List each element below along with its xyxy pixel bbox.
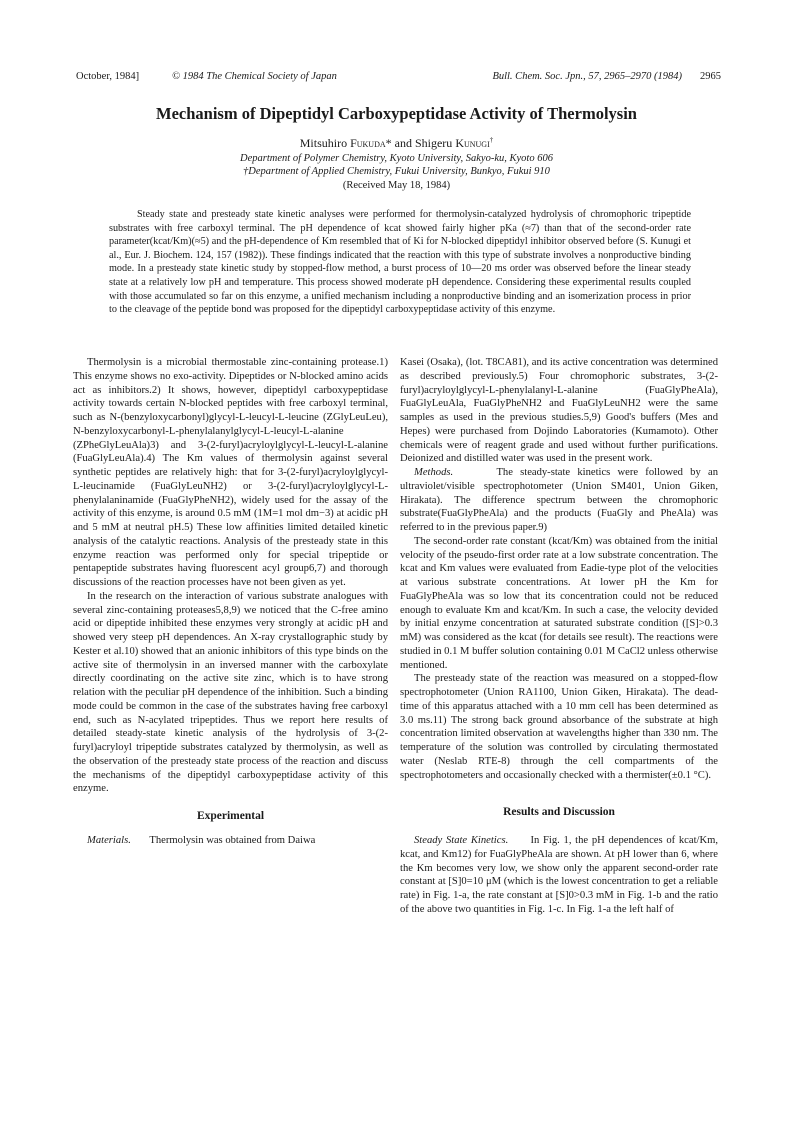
author-line <box>60 136 733 151</box>
page-number: 2965 <box>700 71 721 82</box>
header-issue-date: October, 1984] <box>76 71 140 82</box>
header-journal-ref: Bull. Chem. Soc. Jpn., 57, 2965–2970 (1984) <box>492 71 682 82</box>
header-copyright: © 1984 The Chemical Society of Japan <box>172 71 337 82</box>
author2-given: Shigeru <box>414 136 453 150</box>
left-column <box>73 356 388 848</box>
author-conjunction: and <box>394 136 412 150</box>
materials-continued: Kasei (Osaka), (lot. T8CA81), and its active concentration was determined as described previously.5) Four chromophoric substrates, 3-(2-furyl)acryloylglycyl-L-phenylalanyl-L-alanine (FuaGlyPheAla), FuaGlyLeuAla, FuaGlyPheNH2 and FuaGlyLeuNH2 were the same samples as used in the previous studies.5,9) Good's buffers (Mes and Hepes) were purchased from Dojindo Laboratories (Kumamoto). Other chemicals were of reagent grade and used without further purifications. Deionized and distilled water was used in the present work. <box>400 357 718 465</box>
author2-mark: † <box>489 136 494 144</box>
methods-paragraph <box>400 466 718 535</box>
header-citation <box>492 71 721 82</box>
section-heading-experimental: Experimental <box>196 810 265 822</box>
methods-label: Methods. <box>414 467 454 478</box>
author1-given: Mitsuhiro <box>299 136 348 150</box>
running-header <box>76 71 721 87</box>
affiliation-2: †Department of Applied Chemistry, Fukui University, Bunkyo, Fukui 910 <box>243 166 550 177</box>
author1-mark: * <box>385 136 392 150</box>
methods-paragraph-2: The second-order rate constant (kcat/Km) was obtained from the initial velocity of the pseudo-first order rate at a low substrate concentration. The kcat and Km values were evaluated from Eadie-type plot of the velocities at various substrate concentrations. At lower pH the Km for FuaGlyPheAla was so low that its concentration could not be reduced enough to evaluate Km and kcat/Km. In such a case, the velocity devided by initial enzyme concentration at saturated substrate condition ([S]>0.3 mM) was considered as the kcat (for details see result). The reactions were studied in 0.1 M buffer solution containing 0.01 M CaCl2 unless otherwise mentioned. <box>400 535 718 671</box>
materials-paragraph <box>73 834 388 848</box>
affiliation-1: Department of Polymer Chemistry, Kyoto University, Sakyo-ku, Kyoto 606 <box>240 153 553 164</box>
steady-state-label: Steady State Kinetics. <box>414 835 509 846</box>
materials-text: Thermolysin was obtained from Daiwa <box>149 834 316 846</box>
author2-family: Kunugi <box>455 136 490 150</box>
methods-text: The steady-state kinetics were followed by an ultraviolet/visible spectrophotometer (Union SM401, Union Giken, Hirakata). The difference spectrum between the chromophoric substrate(FuaGlyPheAla) and the products (FuaGly and PheAla) was referred to in the previous paper.9) <box>400 467 718 533</box>
materials-label: Materials. <box>87 834 131 846</box>
received-date: (Received May 18, 1984) <box>342 180 451 191</box>
intro-paragraph-2: In the research on the interaction of various substrate analogues with several zinc-containing proteases5,8,9) we noticed that the C-free amino acid or dipeptide inhibited these enzymes very strongly at acidic pH and showed very steep pH dependences. An X-ray crystallographic study by Kester et al.10) showed that an anionic inhibitors of this type binds on the active site of thermolysin in an inversed manner with the carboxylate directly coordinating on the active site zinc, which is to have strong relation with the peculiar pH dependence of the inhibition. Such a binding mode could be common in the case of the substrates having free carboxyl end, such as N-acylated tripeptides. Thus we report here results of detailed steady-state kinetic analysis of the hydrolysis of 3-(2-furyl)acryloyl tripeptide substrates catalyzed by thermolysin, as well as the observation of the presteady state process of the reaction and discuss the mechanisms of the dipeptidyl carboxypeptidase activity of this enzyme. <box>73 590 388 795</box>
author1-family: Fukuda <box>350 136 386 150</box>
article-title: Mechanism of Dipeptidyl Carboxypeptidase Activity of Thermolysin <box>156 104 637 123</box>
right-column <box>400 356 718 917</box>
abstract: Steady state and presteady state kinetic analyses were performed for thermolysin-catalyzed hydrolysis of chromophoric tripeptide substrates with free carboxyl terminal. The pH dependence of kcat showed fairly higher pKa (≈7) than that of the second-order rate parameter(kcat/Km)(≈5) and the pH-dependence of Km resembled that of Ki for N-blocked dipeptidyl inhibitor observed before (S. Kunugi et al., Eur. J. Biochem. 124, 157 (1982)). These findings indicated that the reaction with this type of substrate involves a nonproductive binding mode. In a presteady state kinetic study by stopped-flow method, a burst process of 10—20 ms order was observed before the linear steady state at a relatively low pH and temperature. This process showed moderate pH dependence. Considering these experimental results coupled with those accumulated so far on this enzyme, a unified mechanism including a nonproductive binding and an isomerization process in prior to the cleavage of the peptide bond was proposed for the dipeptidyl carboxypeptidase activity of this enzyme. <box>109 209 691 316</box>
section-heading-results: Results and Discussion <box>503 806 615 819</box>
methods-paragraph-3: The presteady state of the reaction was measured on a stopped-flow spectrophotometer (Union RA1100, Union Giken, Hirakata). The dead-time of this apparatus attached with a 10 mm cell has been determined as 3.0 ms.11) The strong back ground absorbance of the substrate at high concentration limited observation at wavelengths higher than 330 nm. The temperature of the solution was controlled by circulating thermostated water (Neslab RTE-8) through the cell compartments of the spectrophotometers and occasionally checked with a thermister(±0.1 °C). <box>400 673 718 781</box>
intro-paragraph-1: Thermolysin is a microbial thermostable zinc-containing protease.1) This enzyme shows no exo-activity. Dipeptides or N-blocked amino acids act as inhibitors.2) It shows, however, dipeptidyl carboxypeptidase activity towards certain N-blocked peptides with free carboxyl terminal, such as N-(benzyloxycarbonyl)glycyl-L-leucyl-L-leucine (ZGlyLeuLeu), N-benzyloxycarbonyl-L-phenylalanylglycyl-L-leucyl-L-alanine (ZPheGlyLeuAla)3) and 3-(2-furyl)acryloylglycyl-L-leucyl-L-alanine (FuaGlyLeuAla).4) The Km values of thermolysin against several synthetic peptides are relatively high: that for 3-(2-furyl)acryloylglycyl-L-leucinamide (FuaGlyLeuNH2) or 3-(2-furyl)acryloylglycyl-L-phenylalaninamide (FuaGlyPheNH2), widely used for the assay of the activity of this enzyme, is around 0.5 mM (1M=1 mol dm−3) at acidic pH and 5 mM at neutral pH.5) These low affinities limited detailed kinetic analysis of the catalytic reactions. Analysis of the presteady state in this enzyme reaction was performed only for special tripeptide or pentapeptide substrates having fluorescent acyl group6,7) and thorough discussions of the reaction processes have not been given as yet. <box>73 357 388 588</box>
steady-state-text: In Fig. 1, the pH dependences of kcat/Km, kcat, and Km12) for FuaGlyPheAla are shown. At pH lower than 6, where the Km becomes very low, we show only the apparent second-order rate constant at [S]0=10 μM (which is the lowest concentration to get a reliable rate) in Fig. 1-a, the rate constant at [S]0>0.3 mM in Fig. 1-b and the ratio of the above two quantities in Fig. 1-c. In Fig. 1-a the left half of <box>400 835 718 915</box>
steady-state-paragraph <box>400 834 718 917</box>
